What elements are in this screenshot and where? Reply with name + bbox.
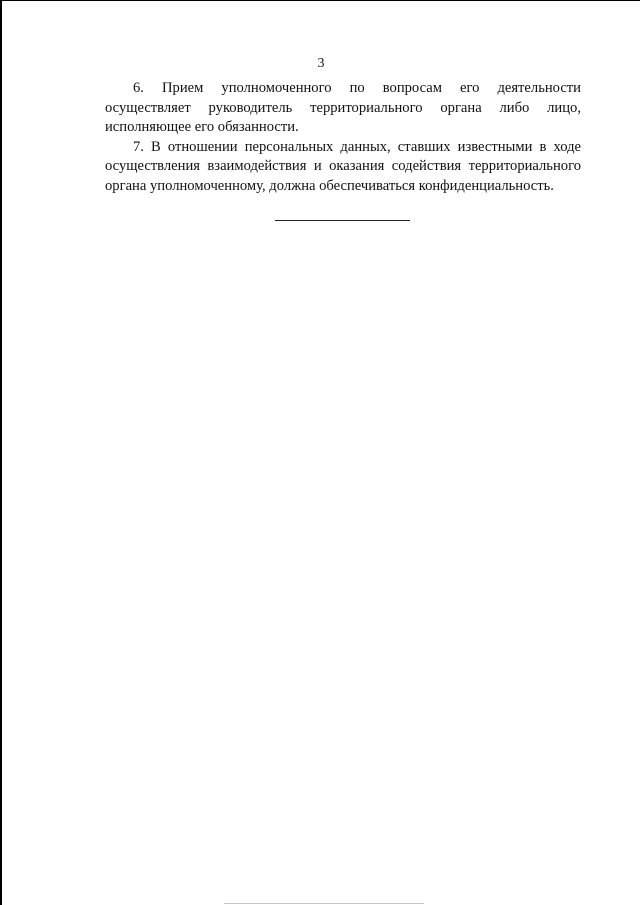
scan-edge-mark <box>224 903 424 904</box>
end-divider-line <box>275 220 410 221</box>
document-body <box>105 79 581 196</box>
paragraph-6: 6. Прием уполномоченного по вопросам его деятельности осуществляет руководитель территориального органа либо лицо, исполняющее его обязанности. <box>105 80 581 135</box>
paragraph-7: 7. В отношении персональных данных, ставших известными в ходе осуществления взаимодействия и оказания содействия территориального органа уполномоченному, должна обеспечиваться конфиденциальность. <box>105 138 581 194</box>
page-number: 3 <box>317 56 325 71</box>
